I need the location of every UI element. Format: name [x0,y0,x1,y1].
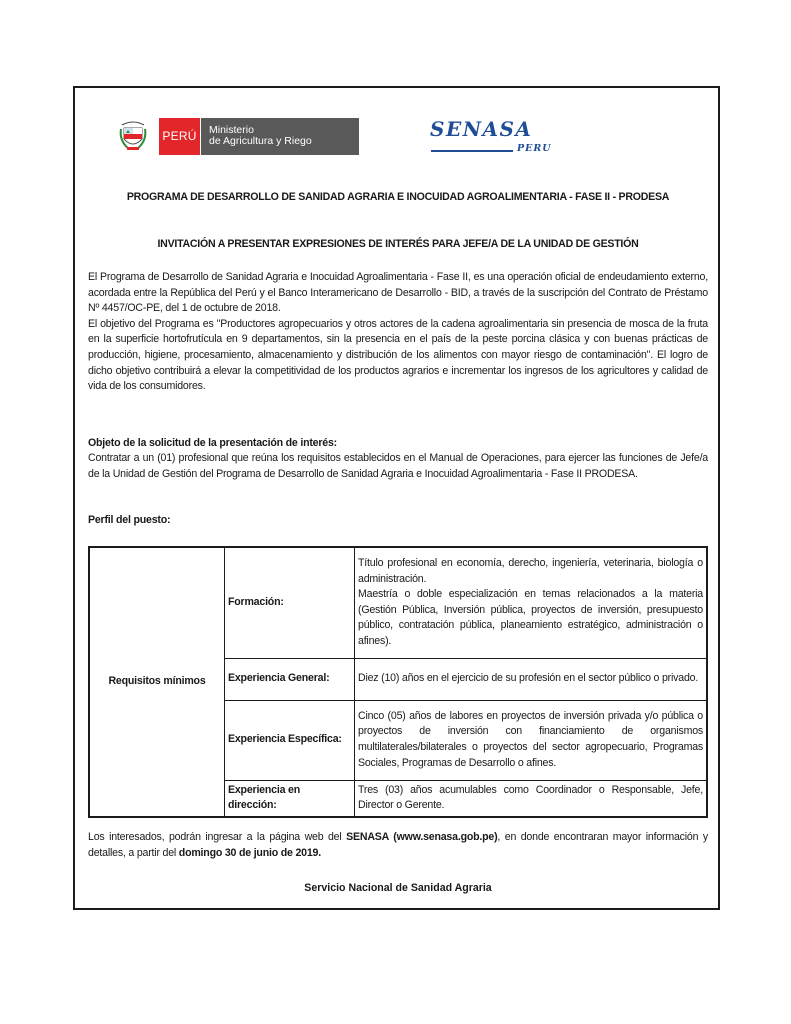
intro-paragraph-2: El objetivo del Programa es "Productores agropecuarios y otros actores de la cadena agroalimentaria sin presencia de mosca de la fruta en la superficie hortofrutícula en 9 departamentos, sin la presencia en el país de la peste porcina clásica y con buenas prácticas de producción, higiene, procesamiento, almacenamiento y distribución de los alimentos con mayor riesgo de contaminación". El logro de dicho objetivo contribuirá a elevar la competitividad de los productos agrarios e incrementar los ingresos de los agricultores y calidad de vida de los consumidores. [88,317,708,393]
invitation-title: INVITACIÓN A PRESENTAR EXPRESIONES DE INTERÉS PARA JEFE/A DE LA UNIDAD DE GESTIÓN [157,238,639,250]
row-value: Cinco (05) años de labores en proyectos de inversión privada y/o pública o proyectos de inversión con financiamiento de organismos multilaterales/bilaterales o proyectos del sector agropecuario, Programas Sociales, Programas de Desarrollo o afines. [355,700,708,780]
intro-paragraph-1: El Programa de Desarrollo de Sanidad Agraria e Inocuidad Agroalimentaria - Fase II, es una operación oficial de endeudamiento externo, acordada entre la República del Perú y el Banco Interamericano de Desarrollo - BID, a través de la suscripción del Contrato de Préstamo Nº 4457/OC-PE, del 1 de octubre de 2018. [88,271,708,315]
ministry-line-1: Ministerio [209,124,254,136]
closing-paragraph [88,830,708,861]
row-value: Diez (10) años en el ejercicio de su profesión en el sector público o privado. [355,658,708,700]
peru-coat-of-arms-icon [119,119,147,153]
senasa-logo [430,117,580,157]
peru-label: PERÚ [159,118,200,155]
senasa-website-link: SENASA (www.senasa.gob.pe) [346,831,498,843]
senasa-wordmark: SENASA [430,117,533,141]
row-label: Experiencia Específica: [225,700,355,780]
start-date: domingo 30 de junio de 2019. [178,846,321,859]
objeto-heading: Objeto de la solicitud de la presentación de interés: [88,437,338,449]
closing-text-1: Los interesados, podrán ingresar a la página web del [88,831,347,843]
senasa-underline [431,150,513,152]
program-title: PROGRAMA DE DESARROLLO DE SANIDAD AGRARIA E INOCUIDAD AGROALIMENTARIA - FASE II - PRODESA [126,191,670,203]
row-label: Experiencia General: [225,658,355,700]
ministry-label [201,118,359,155]
signature: Servicio Nacional de Sanidad Agraria [304,882,492,894]
row-label: Formación: [225,547,355,658]
requirements-group-label: Requisitos mínimos [89,547,225,817]
row-value-line: Maestría o doble especialización en temas relacionados a la materia (Gestión Pública, Inversión pública, proyectos de inversión, presupuesto público, contratación pública, planeamiento estratégico, administración o afines). [358,588,703,647]
senasa-peru-label: PERU [517,143,552,154]
table-row [89,547,707,658]
objeto-text: Contratar a un (01) profesional que reúna los requisitos establecidos en el Manual de Operaciones, para ejercer las funciones de Jefe/a de la Unidad de Gestión del Programa de Desarrollo de Sanidad Agraria e Inocuidad Agroalimentaria - Fase II PRODESA. [88,452,708,480]
header-logos [119,117,589,157]
closing-text-2: , en donde encontraran mayor información y detalles, a partir del [88,831,709,859]
row-label: Experiencia en dirección: [225,780,355,817]
row-value [355,547,708,658]
row-value-line: Título profesional en economía, derecho, ingeniería, veterinaria, biología o administración. [358,556,703,585]
row-value: Tres (03) años acumulables como Coordinador o Responsable, Jefe, Director o Gerente. [355,780,708,817]
ministry-line-2: de Agricultura y Riego [209,135,312,147]
perfil-heading: Perfil del puesto: [88,514,171,526]
intro-section [88,270,708,395]
requirements-table [88,546,708,818]
